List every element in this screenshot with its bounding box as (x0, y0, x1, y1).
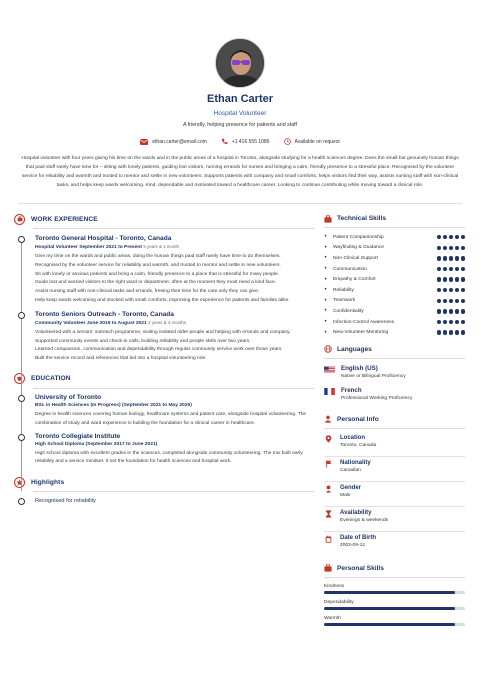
skill-bar (324, 623, 465, 626)
rating-dot (461, 277, 465, 281)
rating-dot (443, 330, 447, 334)
info-divider (324, 456, 465, 457)
degree-meta (35, 403, 314, 408)
skill-rating (437, 330, 465, 334)
rating-dot (443, 235, 447, 239)
briefcase-icon (14, 214, 25, 225)
rating-dot (461, 235, 465, 239)
degree-description: Degree in health sciences covering human biology, healthcare systems and patient care, alongside hospital volunteering. The combination of study and ward experience is building the foundation for a clinical career in healthcare. (35, 411, 307, 426)
skill-name: Teamwork (333, 298, 356, 304)
skill-rating (437, 299, 465, 303)
rating-dot (449, 299, 453, 303)
skill-rating (437, 309, 465, 313)
bullet-icon: • (324, 287, 327, 294)
section-divider (324, 358, 465, 359)
rating-dot (443, 246, 447, 250)
info-label: Gender (340, 484, 362, 491)
job-line: Guide lost and worried visitors to the right ward or department, often at the moment they most need a kind face. (35, 280, 277, 286)
education-entry (16, 394, 314, 429)
personal-skills-title: Personal Skills (337, 564, 384, 572)
rating-dot (455, 320, 459, 324)
degree-description: High school diploma with excellent grades in the sciences, completed alongside community volunteering. The mix built early reliability and a service mindset. It set the foundation for health sciences and hospital work. (35, 450, 303, 465)
rating-dot (443, 288, 447, 292)
skill-name: Non-Clinical Support (333, 255, 378, 261)
timeline-dot (18, 498, 25, 505)
info-label: Nationality (340, 459, 371, 466)
person-icon (324, 415, 332, 423)
phone-contact[interactable] (221, 138, 270, 145)
bullet-icon: • (324, 308, 327, 315)
rating-dot (449, 267, 453, 271)
skill-name: Communication (333, 266, 367, 272)
skill-name: Reliability (333, 287, 354, 293)
experience-entry (16, 311, 314, 364)
availability-contact (284, 138, 340, 145)
rating-dot (455, 299, 459, 303)
rating-dot (443, 309, 447, 313)
rating-dot (461, 330, 465, 334)
skill-rating (437, 256, 465, 260)
rating-dot (449, 309, 453, 313)
hourglass-icon (325, 510, 332, 518)
language-level: Professional Working Proficiency (341, 395, 413, 401)
email-contact[interactable] (140, 139, 207, 145)
timeline-dot (18, 434, 25, 441)
toolbox-icon (324, 564, 332, 572)
info-divider (324, 531, 465, 532)
section-divider (33, 228, 314, 229)
rating-dot (449, 235, 453, 239)
rating-dot (449, 330, 453, 334)
language-level: Native or Bilingual Proficiency (341, 373, 406, 379)
info-divider (324, 481, 465, 482)
job-role: Hospital Volunteer (35, 245, 78, 250)
skills-title: Technical Skills (337, 215, 386, 222)
skills-list (324, 232, 465, 338)
skill-name: Wayfinding & Guidance (333, 245, 384, 251)
skill-item (324, 232, 465, 243)
candidate-name: Ethan Carter (206, 93, 274, 105)
info-value: Toronto, Canada (340, 442, 377, 448)
skill-item (324, 274, 465, 285)
rating-dot (437, 246, 441, 250)
bullet-icon: • (324, 319, 327, 326)
rating-dot (437, 235, 441, 239)
rating-dot (455, 309, 459, 313)
globe-icon (324, 345, 332, 353)
highlight-text: Recognised for reliability (35, 498, 96, 505)
bullet-icon: • (324, 297, 327, 304)
experience-heading (14, 212, 314, 226)
skill-rating (437, 267, 465, 271)
education-title: EDUCATION (31, 375, 71, 383)
rating-dot (437, 330, 441, 334)
sidebar-column (324, 212, 465, 632)
job-line: Built the service record and references that led into a hospital volunteering role. (35, 356, 207, 362)
phone-icon (221, 138, 228, 145)
language-item (324, 387, 465, 409)
school-name: Toronto Collegiate Institute (35, 432, 121, 440)
job-line: Learned compassion, communication and dependability through regular community service work over those years. (35, 347, 283, 353)
main-column (14, 212, 314, 504)
skill-item (324, 264, 465, 275)
job-meta (35, 320, 314, 326)
rating-dot (461, 267, 465, 271)
email-icon (140, 139, 148, 145)
rating-dot (437, 309, 441, 313)
rating-dot (437, 256, 441, 260)
rating-dot (461, 256, 465, 260)
job-meta (35, 244, 314, 250)
flag-icon (325, 460, 332, 468)
info-value: 2003-09-12 (340, 542, 366, 548)
phone-text: +1 416 555 1086 (231, 138, 270, 145)
rating-dot (455, 235, 459, 239)
job-line: Sit with lonely or anxious patients and bring a calm, friendly presence to a place that is stressful for many people. (35, 271, 280, 277)
section-divider (324, 227, 465, 228)
skill-name: Empathy & Comfort (333, 277, 376, 283)
rating-dot (455, 256, 459, 260)
rating-dot (461, 309, 465, 313)
candidate-title: Hospital Volunteer (213, 110, 267, 117)
avatar (215, 38, 265, 88)
personal-info-heading (324, 413, 465, 426)
rating-dot (437, 299, 441, 303)
graduation-cap-icon (14, 373, 25, 384)
info-value: Evenings & weekends (340, 517, 389, 523)
experience-timeline (16, 235, 314, 364)
profile-summary: Hospital volunteer with four years giving his time on the wards and in the public areas of a hospital in Toronto, alongside studying for a health sciences degree. Does the small but genuinely human things that paid staff rarely have time for – sitting with lonely patients, guiding lost visitors, running errands for nurses and bringing a calm, friendly presence to a stressful place. Recognised by the volunteer service for reliability and warmth and trusted to mentor and settle in new volunteers. Supports patients with company and small comforts, helps visitors find their way, assists nursing staff with non-clinical tasks, and helps keep wards welcoming. Kind, dependable and motivated toward a healthcare career. Looking to continue contributing while moving toward a clinical role. (21, 156, 459, 188)
highlights-title: Highlights (31, 478, 65, 486)
degree-dates: (September 2017 to June 2021) (85, 441, 158, 447)
skill-item (324, 243, 465, 254)
profile-photo (216, 39, 265, 88)
skill-name: Patient Companionship (333, 234, 384, 240)
rating-dot (443, 320, 447, 324)
job-line: Recognised by the volunteer service for reliability and warmth, and trusted to mentor and settle in new volunteers. (35, 262, 281, 268)
degree-dates: (September 2021 to May 2025) (121, 402, 192, 408)
availability-note: Available on request (294, 138, 340, 145)
rating-dot (449, 288, 453, 292)
skill-bar-fill (324, 623, 455, 626)
rating-dot (443, 299, 447, 303)
location-pin-icon (325, 435, 332, 443)
skill-bar-fill (324, 591, 455, 594)
skill-bar-fill (324, 607, 455, 610)
contact-bar (0, 138, 480, 145)
timeline-dot (18, 312, 25, 319)
highlights-list (16, 498, 314, 504)
tagline: A friendly, helping presence for patients and staff (182, 122, 298, 128)
section-divider (324, 577, 465, 578)
skill-name: Infection-Control Awareness (333, 319, 395, 325)
degree-name: High School Diploma (35, 441, 85, 447)
rating-dot (461, 299, 465, 303)
rating-dot (449, 246, 453, 250)
skill-item (324, 327, 465, 338)
personal-info-title: Personal Info (337, 415, 379, 423)
section-divider (33, 388, 314, 389)
rating-dot (449, 277, 453, 281)
rating-dot (461, 288, 465, 292)
rating-dot (461, 246, 465, 250)
skill-item (324, 306, 465, 317)
school-name: University of Toronto (35, 393, 102, 401)
bullet-icon: • (324, 234, 327, 241)
section-divider (324, 428, 465, 429)
job-role: Community Volunteer (35, 320, 86, 326)
clock-icon (284, 138, 291, 145)
language-item (324, 365, 465, 387)
highlight-item (16, 498, 314, 504)
timeline-dot (18, 236, 25, 243)
skill-item (324, 253, 465, 264)
bullet-icon: • (324, 255, 327, 262)
degree-meta (35, 442, 314, 447)
job-line: Assist nursing staff with non-clinical tasks and errands, freeing their time for the care only they can give. (35, 289, 260, 295)
rating-dot (443, 277, 447, 281)
gender-icon (325, 485, 332, 493)
personal-skill-name: Dependability (324, 599, 354, 605)
skill-bar (324, 607, 465, 610)
info-value: Canadian (340, 467, 361, 473)
job-dates: September 2021 to Present (79, 245, 142, 250)
skill-rating (437, 235, 465, 239)
job-line: Give my time on the wards and public areas, doing the human things paid staff rarely have time to do themselves. (35, 254, 281, 259)
skill-item (324, 317, 465, 328)
rating-dot (437, 288, 441, 292)
info-label: Availability (340, 509, 372, 516)
personal-skill-name: Warmth (324, 615, 341, 621)
bullet-icon: • (324, 276, 327, 283)
us-flag-icon (324, 366, 335, 373)
rating-dot (443, 256, 447, 260)
skill-rating (437, 320, 465, 324)
info-value: Male (340, 492, 351, 498)
bullet-icon: • (324, 266, 327, 273)
header-divider (18, 203, 462, 204)
skill-name: New-Volunteer Mentoring (333, 330, 389, 336)
calendar-icon (325, 535, 332, 543)
personal-skill-item (324, 584, 465, 594)
highlights-heading (14, 475, 314, 489)
job-line: Supported community events and check-in calls, building reliability and people skills over two years. (35, 338, 251, 344)
rating-dot (455, 267, 459, 271)
timeline-dot (18, 395, 25, 402)
job-description (35, 253, 314, 306)
experience-entry (16, 235, 314, 306)
degree-name: BSc in Health Sciences (In Progress) (35, 402, 121, 408)
rating-dot (449, 320, 453, 324)
rating-dot (437, 267, 441, 271)
rating-dot (461, 320, 465, 324)
fr-flag-icon (324, 388, 335, 395)
personal-skill-item (324, 600, 465, 610)
section-divider (33, 491, 314, 492)
education-timeline (16, 394, 314, 467)
bullet-icon: • (324, 329, 327, 336)
rating-dot (449, 256, 453, 260)
language-name: French (341, 386, 362, 394)
skill-item (324, 296, 465, 307)
education-entry (16, 433, 314, 468)
personal-skills-heading (324, 562, 465, 575)
employer-name: Toronto Seniors Outreach - Toronto, Canada (35, 310, 174, 318)
personal-skill-name: Kindness (324, 583, 345, 589)
skill-name: Confidentiality (333, 308, 364, 314)
education-heading (14, 372, 314, 386)
star-icon (14, 477, 25, 488)
personal-skill-item (324, 616, 465, 626)
info-dob (324, 535, 465, 559)
rating-dot (455, 246, 459, 250)
toolbox-icon (324, 215, 332, 223)
job-description (35, 329, 314, 364)
language-name: English (US) (341, 364, 378, 372)
rating-dot (455, 330, 459, 334)
rating-dot (437, 277, 441, 281)
skill-bar (324, 591, 465, 594)
skill-rating (437, 288, 465, 292)
skill-item (324, 285, 465, 296)
rating-dot (437, 320, 441, 324)
bullet-icon: • (324, 244, 327, 251)
info-label: Location (340, 434, 365, 441)
info-divider (324, 506, 465, 507)
rating-dot (443, 267, 447, 271)
languages-heading (324, 343, 465, 356)
employer-name: Toronto General Hospital - Toronto, Canada (35, 235, 172, 242)
job-line: Volunteered with a seniors' outreach programme, visiting isolated older people and helping with errands and company. (35, 329, 291, 335)
info-label: Date of Birth (340, 534, 376, 541)
job-duration: 2 years & 3 months (148, 319, 186, 325)
job-duration: 5 years & 1 month (143, 244, 179, 249)
job-dates: June 2019 to August 2021 (86, 320, 147, 326)
skill-rating (437, 246, 465, 250)
experience-title: WORK EXPERIENCE (31, 215, 98, 223)
job-line: Help keep wards welcoming and stocked with small comforts, improving the experience for patients and families alike. (35, 297, 290, 303)
languages-title: Languages (337, 345, 372, 353)
skills-heading (324, 212, 465, 225)
skill-rating (437, 277, 465, 281)
email-text: ethan.carter@email.com (152, 138, 207, 145)
rating-dot (455, 288, 459, 292)
rating-dot (455, 277, 459, 281)
personal-skills-list (324, 584, 465, 626)
